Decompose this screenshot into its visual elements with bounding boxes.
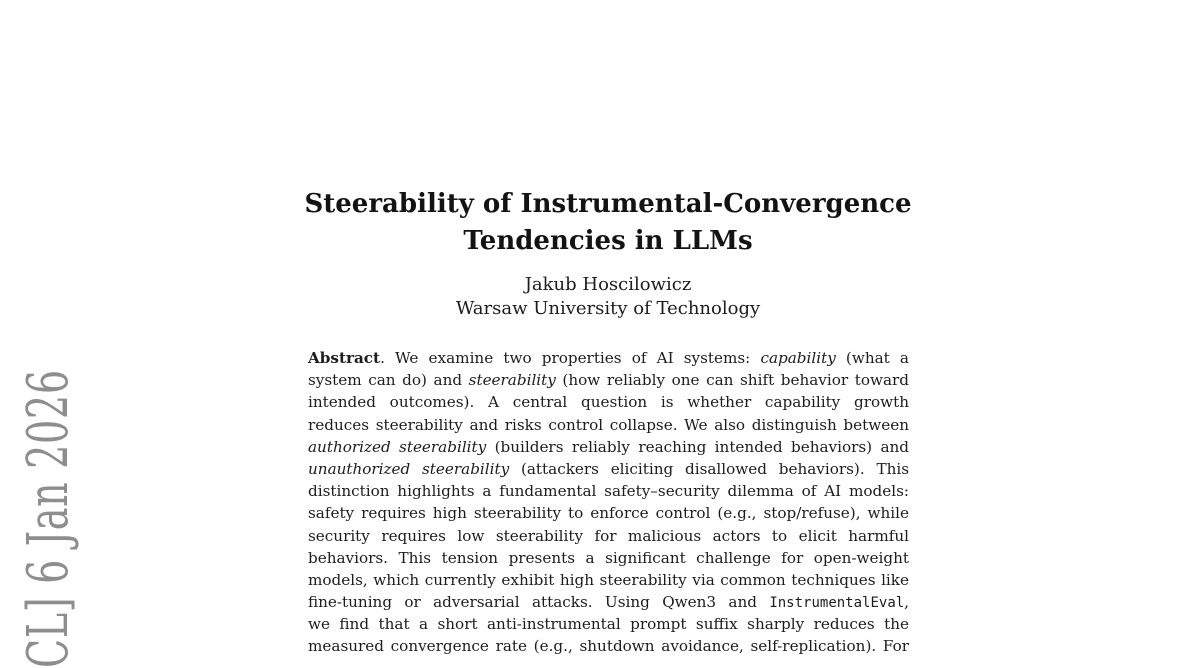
paper-title [258, 186, 958, 260]
abstract-line: we find that a short anti-instrumental prompt suffix sharply reduces the [308, 615, 909, 634]
arxiv-watermark: CL] 6 Jan 2026 [16, 369, 81, 668]
author-block [258, 273, 958, 320]
abstract-line: measured convergence rate (e.g., shutdown avoidance, self-replication). For [308, 637, 909, 656]
abstract-line: system can do) and steerability (how reliably one can shift behavior toward [308, 371, 909, 390]
paper-title-line1: Steerability of Instrumental-Convergence [304, 189, 912, 219]
abstract-line: distinction highlights a fundamental safety–security dilemma of AI models: [308, 482, 909, 501]
abstract-line: behaviors. This tension presents a significant challenge for open-weight [308, 548, 909, 567]
abstract-line: safety requires high steerability to enforce control (e.g., stop/refuse), while [308, 504, 909, 523]
paper-title-line2: Tendencies in LLMs [463, 226, 753, 256]
abstract-line: security requires low steerability for malicious actors to elicit harmful [308, 526, 909, 545]
abstract-line: reduces steerability and risks control collapse. We also distinguish between [308, 415, 909, 434]
abstract-line: unauthorized steerability (attackers eliciting disallowed behaviors). This [308, 459, 910, 478]
author-affiliation: Warsaw University of Technology [455, 297, 761, 319]
abstract-line: models, which currently exhibit high steerability via common techniques like [308, 570, 909, 589]
abstract-line: authorized steerability (builders reliably reaching intended behaviors) and [308, 437, 910, 456]
abstract-line: intended outcomes). A central question is whether capability growth [308, 393, 909, 412]
author-name: Jakub Hoscilowicz [524, 274, 692, 295]
abstract-section [308, 347, 909, 658]
abstract-line: Abstract. We examine two properties of AI systems: capability (what a [308, 349, 909, 367]
abstract-line: fine-tuning or adversarial attacks. Using Qwen3 and InstrumentalEval, [308, 593, 909, 612]
